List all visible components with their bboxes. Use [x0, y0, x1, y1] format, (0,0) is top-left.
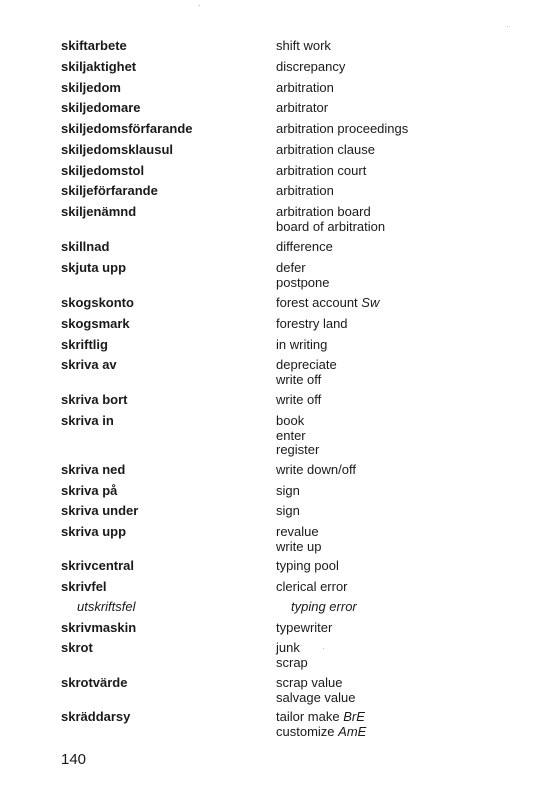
translation-text: arbitration board — [276, 204, 371, 219]
translation-line — [276, 296, 379, 311]
translation-line — [276, 414, 319, 429]
translation-line — [276, 710, 366, 725]
english-translation — [276, 205, 385, 234]
translation-text: in writing — [276, 337, 328, 352]
translation-line — [276, 484, 300, 499]
translation-text: revalue — [276, 524, 319, 539]
swedish-term: skiftarbete — [61, 38, 127, 53]
swedish-term: skiljedomsförfarande — [61, 121, 193, 136]
swedish-term: skrivfel — [61, 579, 107, 594]
swedish-term: skiljedom — [61, 80, 121, 95]
translation-text: shift work — [276, 38, 331, 53]
translation-text: write down/off — [276, 462, 356, 477]
translation-text: depreciate — [276, 357, 337, 372]
region-tag: BrE — [343, 709, 365, 724]
translation-line — [276, 443, 319, 458]
translation-text: arbitration proceedings — [276, 121, 409, 136]
translation-line — [276, 373, 337, 388]
region-tag: AmE — [338, 723, 367, 739]
scan-speck — [507, 26, 508, 27]
translation-text: arbitrator — [276, 100, 329, 115]
translation-text: forest account — [276, 295, 358, 310]
english-translation — [276, 484, 300, 499]
translation-text: register — [276, 442, 320, 457]
english-translation — [276, 525, 322, 554]
swedish-term: skiljedomare — [61, 100, 141, 115]
translation-text: discrepancy — [276, 59, 346, 74]
english-translation — [276, 414, 319, 458]
translation-text: write off — [276, 392, 322, 407]
english-translation — [276, 710, 366, 739]
translation-text: customize — [276, 723, 335, 739]
swedish-term: skrivmaskin — [61, 620, 137, 635]
translation-line — [276, 60, 345, 75]
swedish-term: skiljaktighet — [61, 59, 137, 74]
english-translation — [276, 39, 331, 54]
english-translation — [276, 393, 321, 408]
translation-line — [276, 358, 337, 373]
swedish-term: skriva bort — [61, 392, 128, 407]
translation-line — [276, 184, 334, 199]
translation-text: sign — [276, 483, 300, 498]
translation-text: arbitration clause — [276, 142, 375, 157]
translation-line — [276, 164, 366, 179]
translation-line — [276, 205, 385, 220]
translation-text: write up — [276, 538, 322, 554]
translation-line — [276, 504, 300, 519]
swedish-term: skräddarsy — [61, 709, 131, 724]
english-translation — [276, 101, 328, 116]
translation-line — [276, 276, 330, 291]
swedish-term: skriftlig — [61, 337, 108, 352]
translation-line — [276, 338, 327, 353]
scan-speck — [199, 5, 200, 6]
swedish-term: skrivcentral — [61, 558, 134, 573]
swedish-term: skrot — [61, 640, 93, 655]
swedish-term: skogsmark — [61, 316, 130, 331]
translation-line — [276, 641, 308, 656]
swedish-term: skillnad — [61, 239, 110, 254]
swedish-term: skriva på — [61, 483, 118, 498]
english-translation — [276, 81, 334, 96]
english-translation — [276, 559, 339, 574]
english-translation — [276, 143, 375, 158]
swedish-term: utskriftsfel — [77, 599, 136, 614]
translation-text: arbitration court — [276, 163, 367, 178]
translation-line — [276, 691, 356, 706]
translation-text: board of arbitration — [276, 218, 386, 234]
translation-line — [276, 317, 348, 332]
translation-line — [276, 143, 375, 158]
translation-text: tailor make — [276, 709, 340, 724]
translation-text: enter — [276, 427, 306, 443]
english-translation — [276, 261, 330, 290]
english-translation — [291, 600, 357, 615]
translation-line — [291, 600, 357, 615]
swedish-term: skriva in — [61, 413, 114, 428]
translation-text: forestry land — [276, 316, 348, 331]
translation-line — [276, 525, 322, 540]
swedish-term: skrotvärde — [61, 675, 128, 690]
swedish-term: skiljenämnd — [61, 204, 137, 219]
translation-text: defer — [276, 260, 306, 275]
swedish-term: skiljedomstol — [61, 163, 145, 178]
translation-line — [276, 101, 328, 116]
translation-text: junk — [276, 640, 300, 655]
translation-line — [276, 656, 308, 671]
english-translation — [276, 580, 348, 595]
translation-line — [276, 725, 366, 740]
region-tag: Sw — [361, 295, 380, 310]
english-translation — [276, 676, 356, 705]
translation-line — [276, 81, 334, 96]
english-translation — [276, 621, 332, 636]
translation-line — [276, 240, 333, 255]
translation-line — [276, 393, 321, 408]
english-translation — [276, 641, 308, 670]
swedish-term: skiljeförfarande — [61, 183, 158, 198]
english-translation — [276, 60, 345, 75]
translation-line — [276, 122, 408, 137]
english-translation — [276, 164, 366, 179]
english-translation — [276, 504, 300, 519]
translation-text: typing error — [291, 599, 357, 614]
swedish-term: skriva under — [61, 503, 139, 518]
translation-text: typewriter — [276, 620, 333, 635]
translation-line — [276, 429, 319, 444]
translation-line — [276, 540, 322, 555]
swedish-term: skjuta upp — [61, 260, 127, 275]
english-translation — [276, 463, 356, 478]
swedish-term: skriva av — [61, 357, 117, 372]
scan-speck — [323, 648, 324, 649]
english-translation — [276, 358, 337, 387]
english-translation — [276, 317, 348, 332]
translation-text: scrap value — [276, 675, 343, 690]
swedish-term: skriva ned — [61, 462, 126, 477]
translation-text: difference — [276, 239, 333, 254]
translation-text: arbitration — [276, 80, 334, 95]
english-translation — [276, 184, 334, 199]
translation-text: write off — [276, 371, 322, 387]
translation-text: sign — [276, 503, 300, 518]
translation-line — [276, 559, 339, 574]
translation-text: postpone — [276, 274, 330, 290]
swedish-term: skriva upp — [61, 524, 127, 539]
translation-line — [276, 463, 356, 478]
translation-line — [276, 580, 348, 595]
translation-line — [276, 39, 331, 54]
english-translation — [276, 338, 327, 353]
translation-text: arbitration — [276, 183, 334, 198]
translation-text: salvage value — [276, 689, 356, 705]
english-translation — [276, 240, 333, 255]
swedish-term: skiljedomsklausul — [61, 142, 173, 157]
translation-text: book — [276, 413, 305, 428]
english-translation — [276, 122, 408, 137]
english-translation — [276, 296, 379, 311]
translation-line — [276, 621, 332, 636]
translation-text: scrap — [276, 654, 308, 670]
translation-line — [276, 220, 385, 235]
translation-line — [276, 676, 356, 691]
swedish-term: skogskonto — [61, 295, 134, 310]
translation-text: typing pool — [276, 558, 339, 573]
page-number: 140 — [61, 751, 87, 768]
translation-line — [276, 261, 330, 276]
translation-text: clerical error — [276, 579, 348, 594]
